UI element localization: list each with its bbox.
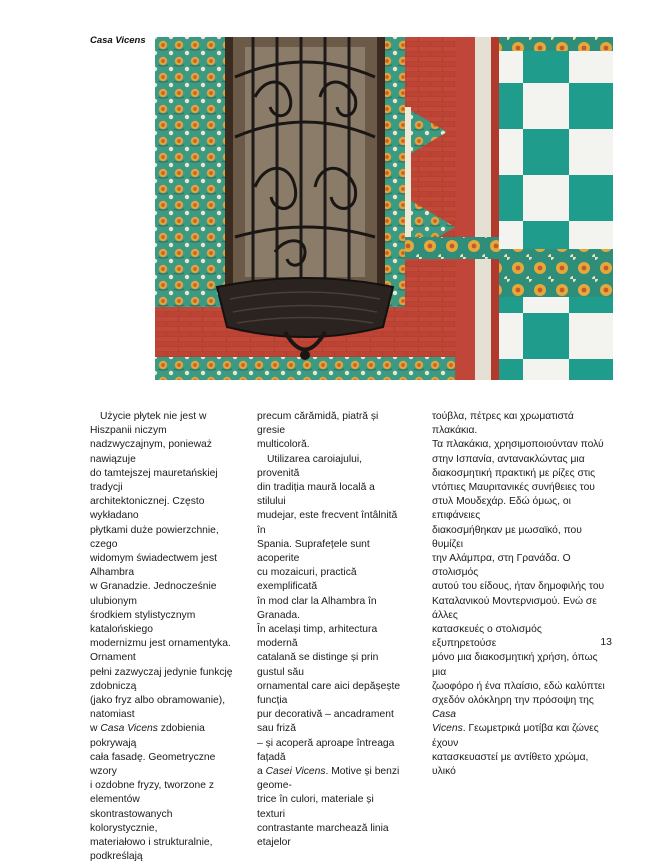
romanian-paragraph: precum cărămidă, piatră și gresie multicoloră. Utilizarea caroiajului, provenită din tradiția maură locală a stilului mudejar, este frecvent întâlnită în Spania. Suprafețele sunt acoperite cu mozaicuri, practică exemplificată în mod clar la Alhambra în Granada. În același timp, arhitectura modernă catalană se distinge și prin gustul său ornamental care aici depășește funcția pur decorativă – ancadrament sau friză – și acoperă aproape întreaga fațadă a Casei Vicens. Motive și benzi geome- trice în culori, materiale și texturi contrastante marchează linia etajelor: [257, 411, 401, 849]
photo-caption: Casa Vicens: [90, 35, 146, 46]
page-number: 13: [600, 636, 612, 648]
romanian-text-column: [257, 410, 401, 850]
casa-vicens-photo: [155, 37, 613, 380]
polish-text-column: [90, 410, 234, 865]
polish-paragraph: Użycie płytek nie jest w Hiszpanii niczym nadzwyczajnym, ponieważ nawiązuje do tamtejszej mauretańskiej tradycji architektonicznej. Często wykładano płytkami duże powierzchnie, czego widomym świadectwem jest Alhambra w Granadzie. Jednocześnie ulubionym środkiem stylistycznym katalońskiego modernizmu jest ornamentyka. Ornament pełni zazwyczaj jedynie funkcję zdobniczą (jako fryz albo obramowanie), natomiast w Casa Vicens zdobienia pokrywają cała fasadę. Geometryczne wzory i ozdobne fryzy, tworzone z elementów skontrastowanych kolorystycznie, materiałowo i strukturalnie, podkreślają: [90, 411, 233, 863]
greek-paragraph: τούβλα, πέτρες και χρωματιστά πλακάκια. Τα πλακάκια, χρησιμοποιούνταν πολύ στην Ισπανία, αντανακλώντας μια διακοσμητική πρακτική με ρίζες στις ντόπιες Μαυριτανικές συνήθειες του στυλ Μουδεχάρ. Εδώ όμως, οι επιφάνειες διακοσμήθηκαν με μωσαϊκό, που θυμίζει την Αλάμπρα, στη Γρανάδα. Ο στολισμός αυτού του είδους, ήταν δημοφιλής του Καταλανικού Μοντερνισμού. Ενώ σε άλλες κατασκευές ο στολισμός εξυπηρετούσε μόνο μια διακοσμητική χρήση, όπως μια ζωοφόρο ή ένα πλαίσιο, εδώ καλύπτει σχεδόν ολόκληρη την πρόσοψη της Casa Vicens. Γεωμετρικά μοτίβα και ζώνες έχουν κατασκευαστεί με αντίθετο χρώμα, υλικό: [432, 411, 605, 778]
greek-text-column: [432, 410, 608, 779]
